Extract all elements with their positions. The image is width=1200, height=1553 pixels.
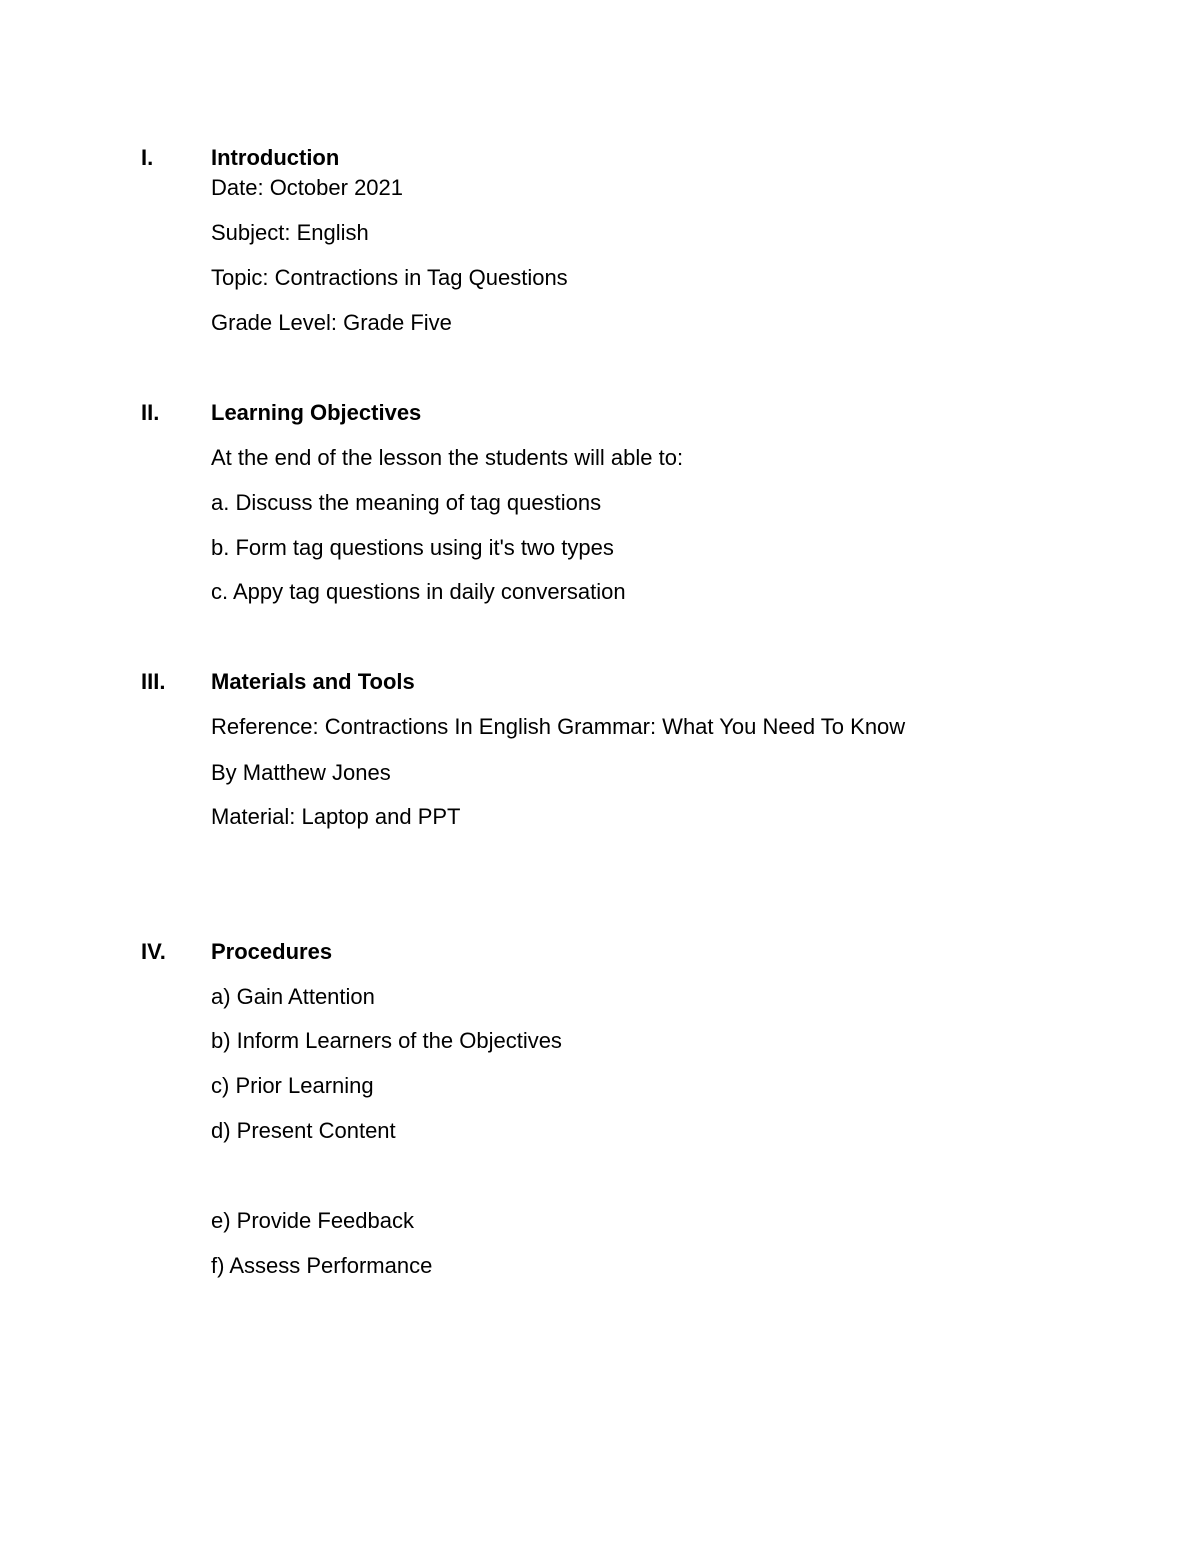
grade-level-line: Grade Level: Grade Five: [211, 310, 452, 335]
objective-item: b. Form tag questions using it's two types: [211, 535, 614, 560]
section-heading: Learning Objectives: [211, 400, 422, 425]
procedure-item: c) Prior Learning: [211, 1073, 374, 1098]
material-line: Material: Laptop and PPT: [211, 804, 461, 829]
date-line: Date: October 2021: [211, 175, 404, 200]
section-heading: Introduction: [211, 145, 340, 170]
procedure-item: b) Inform Learners of the Objectives: [211, 1028, 562, 1053]
section-heading: Materials and Tools: [211, 669, 415, 694]
section-numeral: II.: [141, 400, 160, 425]
topic-line: Topic: Contractions in Tag Questions: [211, 265, 568, 290]
reference-line: Reference: Contractions In English Grammar: What You Need To Know: [211, 714, 906, 739]
procedure-item: e) Provide Feedback: [211, 1208, 414, 1233]
section-numeral: I.: [141, 145, 154, 170]
author-line: By Matthew Jones: [211, 760, 391, 785]
objectives-intro-line: At the end of the lesson the students will able to:: [211, 445, 684, 470]
section-heading: Procedures: [211, 939, 333, 964]
section-numeral: III.: [141, 669, 166, 694]
procedure-item: f) Assess Performance: [211, 1253, 433, 1278]
section-numeral: IV.: [141, 939, 166, 964]
subject-line: Subject: English: [211, 220, 369, 245]
procedure-item: a) Gain Attention: [211, 984, 375, 1009]
procedure-item: d) Present Content: [211, 1118, 396, 1143]
objective-item: c. Appy tag questions in daily conversation: [211, 579, 626, 604]
objective-item: a. Discuss the meaning of tag questions: [211, 490, 602, 515]
